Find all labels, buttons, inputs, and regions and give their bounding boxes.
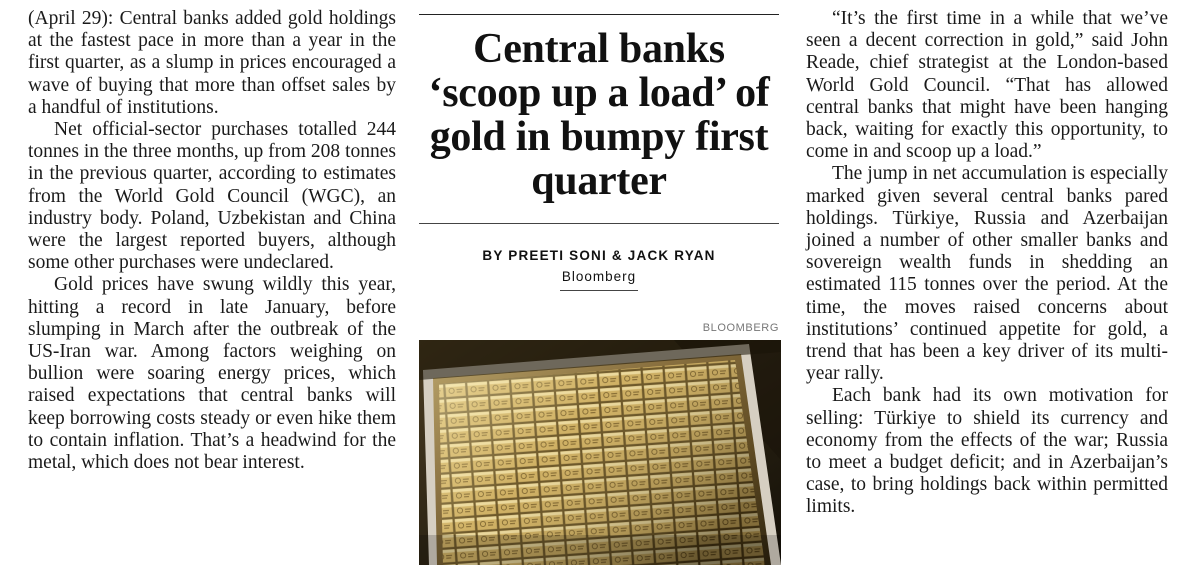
left-column [28,8,396,474]
body-paragraph: Gold prices have swung wildly this year, hitting a record in late January, before slumping in March after the outbreak of the US-Iran war. Among factors weighing on bullion were soaring energy prices, which raised expectations that central banks will keep borrowing costs steady or even hike them to contain inflation. That’s a headwind for the metal, which does not bear interest. [28,274,396,474]
gold-bars-photo [419,340,781,565]
photo-credit: BLOOMBERG [702,322,779,334]
source-line [419,269,779,284]
top-rule [419,14,779,15]
byline: BY PREETI SONI & JACK RYAN [482,248,716,263]
center-column [419,14,779,334]
body-paragraph: Each bank had its own motivation for selling: Türkiye to shield its currency and economy from the effects of the war; Russia to meet a budget deficit; and in Azerbaijan’s case, to bring holdings back within permitted limits. [806,385,1168,518]
body-paragraph: (April 29): Central banks added gold holdings at the fastest pace in more than a year in the first quarter, as a slump in prices encouraged a wave of buying that more than offset sales by a handful of institutions. [28,8,396,118]
source-label: Bloomberg [560,269,638,291]
body-paragraph: The jump in net accumulation is especially marked given several central banks pared holdings. Türkiye, Russia and Azerbaijan joined a number of other smaller banks and sovereign wealth funds in shedding an estimated 115 tonnes over the period. At the time, the moves raised concerns about institutions’ continued appetite for gold, a trend that has been a key driver of its multi-year rally. [806,163,1168,385]
gold-bars-image [419,340,781,565]
right-column [806,8,1168,519]
body-paragraph: “It’s the first time in a while that we’ve seen a decent correction in gold,” said John Reade, chief strategist at the London-based World Gold Council. “That has allowed central banks that might have been hanging back, waiting for exactly this opportunity, to come in and scoop up a load.” [806,8,1168,163]
headline: Central banks ‘scoop up a load’ of gold in bumpy first quarter [428,26,770,204]
headline-rule [419,223,779,224]
body-paragraph: Net official-sector purchases totalled 244 tonnes in the three months, up from 208 tonnes in the previous quarter, according to estimates from the World Gold Council (WGC), an industry body. Poland, Uzbekistan and China were the largest reported buyers, although some other purchases were undeclared. [28,119,396,274]
